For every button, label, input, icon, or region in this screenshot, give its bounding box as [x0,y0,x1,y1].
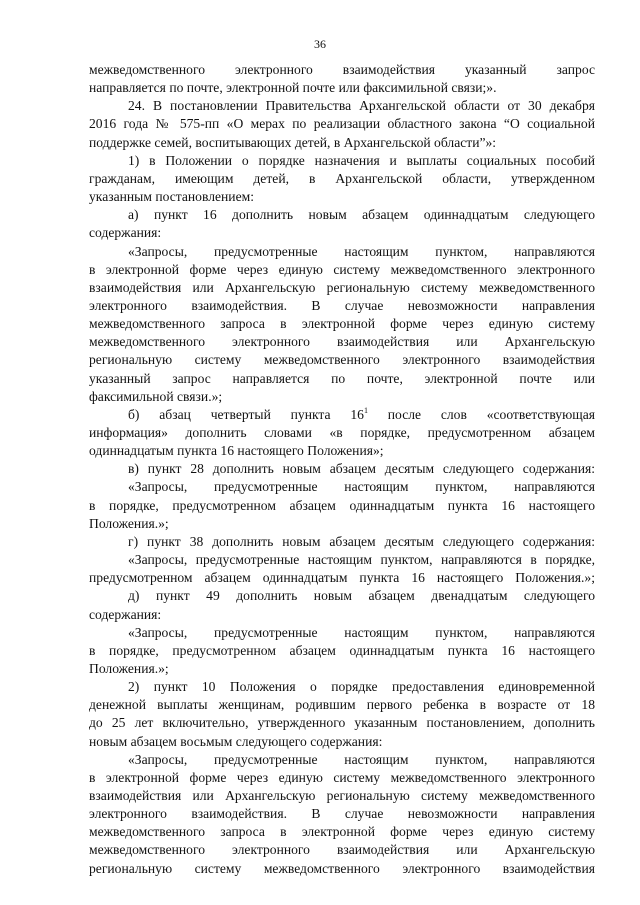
text-line-content: в порядке, предусмотренном абзацем одиннадцатым пункта 16 настоящего [89,642,595,658]
text-line-content: д) пункт 49 дополнить новым абзацем двенадцатым следующего [128,588,595,604]
text-line-content: новым абзацем восьмым следующего содержания: [89,733,383,749]
text-line-content: Положения.»; [89,515,169,531]
text-line-content: факсимильной связи.»; [89,388,223,404]
text-line [89,388,595,406]
text-line-content: денежной выплаты женщинам, родившим первого ребенка в возрасте от 18 [89,697,595,713]
text-line [128,152,595,170]
text-line-content: а) пункт 16 дополнить новым абзацем одиннадцатым следующего [128,207,595,223]
text-line-content: Положения.»; [89,660,169,676]
text-line-content: указанный запрос направляется по почте, электронной почте или [89,370,595,386]
text-line [128,624,595,642]
text-line [89,115,595,133]
text-line [128,478,595,496]
text-line [89,297,595,315]
text-line [89,61,595,79]
text-line [89,333,595,351]
text-line [128,551,595,569]
text-line [89,841,595,859]
text-line [89,769,595,787]
text-line [128,678,595,696]
text-line [89,733,595,751]
text-line [128,406,595,424]
text-line [89,660,595,678]
text-line-content: «Запросы, предусмотренные настоящим пунктом, направляются [128,243,595,259]
text-line-content: содержания: [89,225,162,241]
text-line-content: межведомственного запроса в электронной форме через единую систему [89,824,595,840]
text-line-content: «Запросы, предусмотренные настоящим пунктом, направляются [128,751,595,767]
text-line [89,515,595,533]
text-line-content: в порядке, предусмотренном абзацем одиннадцатым пункта 16 настоящего [89,497,595,513]
text-line-content: 24. В постановлении Правительства Архангельской области от 30 декабря [128,98,595,114]
text-line [89,134,595,152]
text-line [89,823,595,841]
text-line [128,97,595,115]
text-line-content: содержания: [89,606,162,622]
text-line-content: взаимодействия или Архангельскую региональную систему межведомственного [89,279,595,295]
text-line-content: межведомственного электронного взаимодействия или Архангельскую [89,842,595,858]
text-line-content: предусмотренном абзацем одиннадцатым пункта 16 настоящего Положения.»; [89,570,595,586]
text-line-content: межведомственного запроса в электронной форме через единую систему [89,316,595,332]
text-line [89,188,595,206]
text-line-content: электронного взаимодействия. В случае невозможности направления [89,297,595,313]
text-line [89,860,595,878]
text-line-content: в электронной форме через единую систему межведомственного электронного [89,769,595,785]
text-line [89,569,595,587]
text-line-content: до 25 лет включительно, утвержденного указанным постановлением, дополнить [89,715,595,731]
text-line-content: региональную систему межведомственного электронного взаимодействия [89,352,595,368]
text-line [89,442,595,460]
text-line-content: гражданам, имеющим детей, в Архангельской области, утвержденном [89,170,595,186]
text-line-content: региональную систему межведомственного электронного взаимодействия [89,860,595,876]
text-line-content: 2016 года № 575-пп «О мерах по реализации областного закона “О социальной [89,116,595,132]
text-line [89,370,595,388]
text-line [89,787,595,805]
text-line-content: взаимодействия или Архангельскую региональную систему межведомственного [89,788,595,803]
text-line [89,261,595,279]
text-line-content: «Запросы, предусмотренные настоящим пунктом, направляются [128,624,595,640]
text-line-content: «Запросы, предусмотренные настоящим пунктом, направляются [128,479,595,495]
text-line [128,533,595,551]
text-line-content: направляется по почте, электронной почте или факсимильной связи;». [89,80,497,96]
text-line-content: межведомственного электронного взаимодействия или Архангельскую [89,334,595,350]
text-line-content: 2) пункт 10 Положения о порядке предоставления единовременной [128,679,595,695]
text-line [89,224,595,242]
text-line-content: «Запросы, предусмотренные настоящим пунктом, направляются в порядке, [128,552,595,568]
page-number: 36 [314,37,326,51]
text-line-content: электронного взаимодействия. В случае невозможности направления [89,806,595,822]
text-line [89,714,595,732]
text-line-content: б) абзац четвертый пункта 16 [128,406,364,422]
text-line [89,805,595,823]
text-line-content: 1) в Положении о порядке назначения и выплаты социальных пособий [128,152,595,168]
text-line [128,460,595,478]
text-line-content: межведомственного электронного взаимодействия указанный запрос [89,62,595,77]
text-line-content: одиннадцатым пункта 16 настоящего Положения»; [89,443,384,459]
text-line [89,424,595,442]
text-line [89,279,595,297]
text-line [89,606,595,624]
text-line [89,642,595,660]
text-line [128,243,595,261]
text-line-content: г) пункт 38 дополнить новым абзацем десятым следующего содержания: [128,533,595,549]
text-line [128,751,595,769]
text-line [128,587,595,605]
text-line [89,315,595,333]
text-line [89,497,595,515]
superscript: 1 [363,405,368,415]
text-line-content: в электронной форме через единую систему межведомственного электронного [89,261,595,277]
text-line [89,696,595,714]
text-line-content: информация» дополнить словами «в порядке, предусмотренном абзацем [89,425,595,440]
text-line [89,170,595,188]
text-line-content: в) пункт 28 дополнить новым абзацем десятым следующего содержания: [128,461,595,477]
text-line-continuation: после слов «соответствующая [367,406,595,422]
text-line [89,351,595,369]
text-line [89,79,595,97]
text-line-content: поддержке семей, воспитывающих детей, в Архангельской области”»: [89,134,497,150]
text-line-content: указанным постановлением: [89,189,254,205]
text-line [128,206,595,224]
